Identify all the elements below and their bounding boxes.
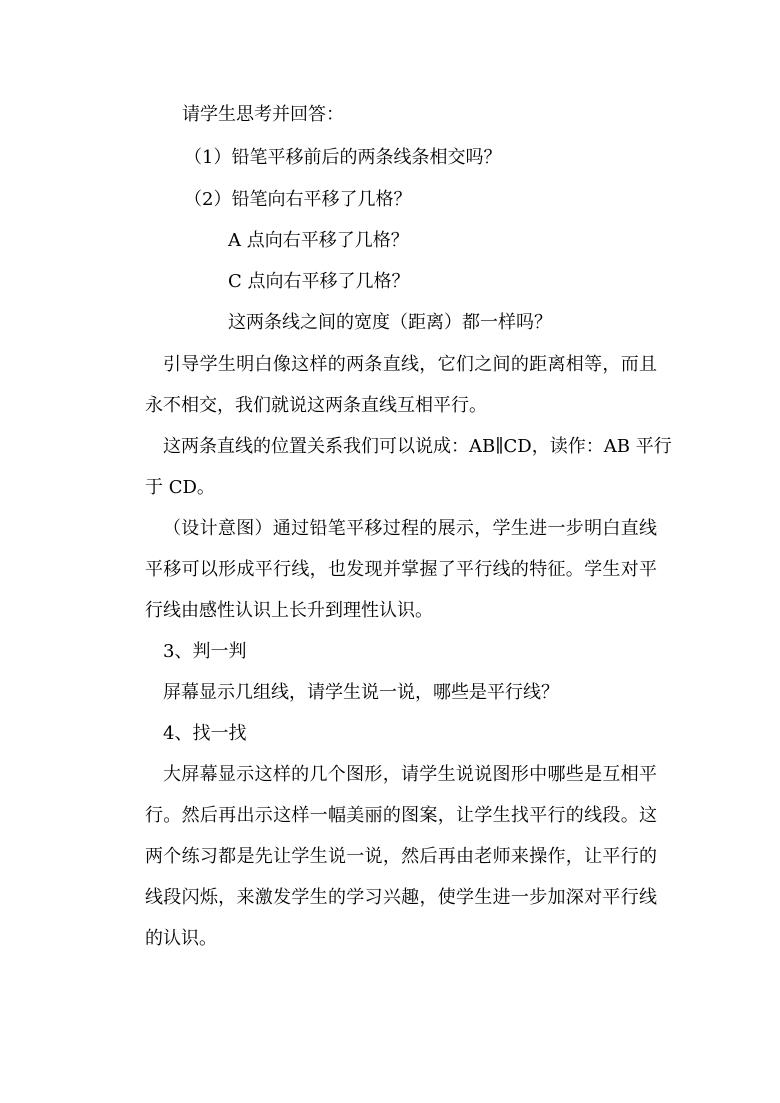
section-3-heading: 3、判一判	[163, 641, 247, 662]
paragraph-2-line-1: 这两条直线的位置关系我们可以说成：AB∥CD，读作：AB 平行	[163, 436, 672, 457]
question-2: （2）铅笔向右平移了几格？	[184, 189, 412, 210]
section-4-line-5: 的认识。	[145, 928, 217, 949]
paragraph-3-line-1: （设计意图）通过铅笔平移过程的展示，学生进一步明白直线	[163, 518, 657, 539]
sub-question-c: C 点向右平移了几格？	[228, 271, 410, 292]
question-1: （1）铅笔平移前后的两条线条相交吗？	[184, 147, 502, 168]
paragraph-2-line-2: 于 CD。	[145, 477, 215, 498]
paragraph-1-line-2: 永不相交，我们就说这两条直线互相平行。	[145, 395, 487, 416]
section-4-line-2: 行。然后再出示这样一幅美丽的图案，让学生找平行的线段。这	[145, 805, 657, 826]
sub-question-a: A 点向右平移了几格？	[228, 230, 409, 251]
sub-question-distance: 这两条线之间的宽度（距离）都一样吗？	[228, 312, 552, 333]
paragraph-1-line-1: 引导学生明白像这样的两条直线，它们之间的距离相等，而且	[163, 354, 657, 375]
paragraph-3-line-2: 平移可以形成平行线，也发现并掌握了平行线的特征。学生对平	[145, 559, 657, 580]
prompt-text: 请学生思考并回答：	[182, 104, 344, 125]
section-4-line-3: 两个练习都是先让学生说一说，然后再由老师来操作，让平行的	[145, 846, 657, 867]
section-4-heading: 4、找一找	[163, 723, 247, 744]
section-3-text: 屏幕显示几组线，请学生说一说，哪些是平行线？	[163, 682, 559, 703]
section-4-line-4: 线段闪烁，来激发学生的学习兴趣，使学生进一步加深对平行线	[145, 887, 657, 908]
paragraph-3-line-3: 行线由感性认识上长升到理性认识。	[145, 600, 433, 621]
section-4-line-1: 大屏幕显示这样的几个图形，请学生说说图形中哪些是互相平	[163, 764, 657, 785]
